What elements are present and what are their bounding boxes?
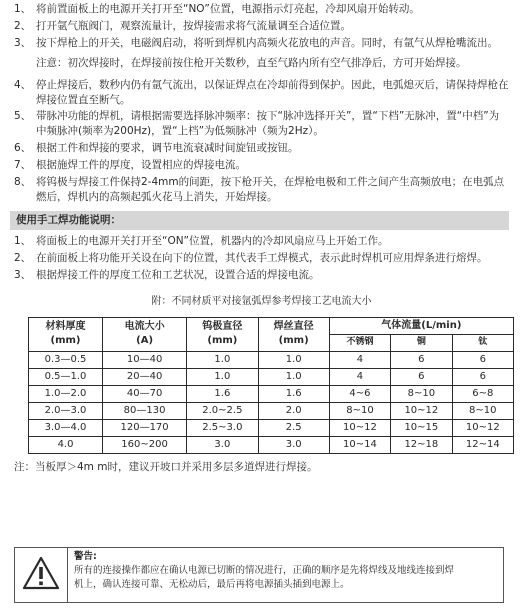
- column-header-titanium: 钛: [452, 334, 513, 351]
- step-number: 8、: [14, 176, 32, 189]
- step-text: 根据施焊工件的厚度，设置相应的焊接电流。: [36, 159, 246, 172]
- table-cell: 6: [452, 351, 513, 368]
- list-item: [14, 19, 509, 34]
- header-label: 钨极直径: [202, 321, 243, 332]
- table-cell: 10~12: [391, 402, 452, 419]
- table-cell: 12~18: [391, 436, 452, 453]
- footnote: 注：当板厚＞4m m时，建议开坡口并采用多层多道焊进行焊接。: [14, 460, 318, 473]
- list-item: [14, 175, 509, 205]
- list-item: [14, 78, 509, 108]
- column-header-tungsten: [187, 317, 258, 351]
- list-item: [14, 2, 509, 17]
- table-cell: 1.0: [187, 351, 258, 368]
- column-header-thickness: [29, 317, 103, 351]
- column-header-stainless: 不锈钢: [329, 334, 390, 351]
- column-header-gas: 气体流量(L/min): [329, 317, 513, 334]
- table-cell: 10~12: [329, 419, 390, 436]
- table-cell: 80—130: [103, 402, 187, 419]
- step-text: 根据焊接工件的厚度工位和工艺状况，设置合适的焊接电流。: [36, 268, 320, 281]
- step-text: 将面板上的电源开关打开至“ON”位置，机器内的冷却风扇应马上开始工作。: [36, 234, 389, 247]
- header-label: 电流大小: [124, 321, 165, 332]
- table-cell: 160~200: [103, 436, 187, 453]
- table-cell: 4: [329, 368, 390, 385]
- step-number: 1、: [14, 234, 32, 247]
- list-item: [14, 234, 509, 249]
- table-cell: 0.5—1.0: [29, 368, 103, 385]
- list-item: [14, 158, 509, 173]
- step-number: 6、: [14, 142, 32, 155]
- header-label: 焊丝直径: [273, 321, 314, 332]
- table-cell: 8~10: [329, 402, 390, 419]
- table-cell: 8~10: [391, 385, 452, 402]
- list-item: [14, 36, 509, 51]
- table-body: [29, 351, 514, 453]
- list-item: [14, 251, 509, 266]
- step-text: 打开氩气瓶阀门，观察流量计，按焊接需求将气流量调至合适位置。: [36, 19, 351, 32]
- table-caption: 附：不同材质平对接氩弧焊参考焊接工艺电流大小: [151, 295, 372, 307]
- table-row: [29, 351, 514, 368]
- table-cell: 10~15: [391, 419, 452, 436]
- step-text: 将钨极与焊接工件保持2-4mm的间距，按下枪开关，在焊枪电极和工件之间产生高频放电；在电弧点燃后，焊机内的高频起弧火花马上消失，开始焊接。: [36, 176, 505, 203]
- header-unit: (mm): [50, 335, 81, 347]
- table-cell: 3.0: [258, 436, 329, 453]
- steps-top: [14, 2, 509, 51]
- warning-line: 机上，确认连接可靠、无松动后，最后再将电源插头插到电源上。: [74, 578, 350, 590]
- table-cell: 1.0: [187, 368, 258, 385]
- table-cell: 2.5~3.0: [187, 419, 258, 436]
- list-item: [14, 268, 509, 283]
- step-number: 3、: [14, 268, 32, 281]
- step-text: 将前置面板上的电源开关打开至“NO”位置，电源指示灯亮起，冷却风扇开始转动。: [36, 3, 420, 15]
- step-text: 在前面板上将功能开关设在向下的位置，其代表手工焊模式，表示此时焊机可应用焊条进行熔焊。: [36, 251, 488, 264]
- table-cell: 3.0—4.0: [29, 419, 103, 436]
- header-unit: (mm): [278, 335, 309, 347]
- header-unit: (mm): [207, 335, 238, 347]
- step-number: 4、: [14, 78, 32, 91]
- table-cell: 6: [452, 368, 513, 385]
- table-cell: 2.0—3.0: [29, 402, 103, 419]
- table-row: [29, 385, 514, 402]
- step-text: 带脉冲功能的焊机，请根据需要选择脉冲频率：按下“脉冲选择开关”，置“下档”无脉冲，置“中档”为中频脉冲(频率为200Hz)，置“上档”为低频脉冲（频为2Hz）。: [36, 110, 500, 138]
- warning-icon-cell: [15, 548, 68, 602]
- table-cell: 20—40: [103, 368, 187, 385]
- column-header-current: [103, 317, 187, 351]
- step-text: 根据工件和焊接的要求，调节电流衰减时间旋钮或按钮。: [36, 142, 299, 155]
- step-text: 停止焊接后，数秒内仍有氩气流出，以保证焊点在冷却前得到保护。因此，电弧熄灭后，请保持焊枪在焊接位置直至断气。: [36, 78, 509, 106]
- table-row: [29, 436, 514, 453]
- table-cell: 4~6: [329, 385, 390, 402]
- table-cell: 4: [329, 351, 390, 368]
- step-number: 2、: [14, 251, 32, 264]
- table-cell: 10~14: [329, 436, 390, 453]
- header-label: 材料厚度: [45, 321, 86, 332]
- step-text: 按下焊枪上的开关，电磁阀启动，将听到焊机内高频火花放电的声音。同时，有氩气从焊枪嘴流出。: [36, 36, 498, 49]
- list-item: [14, 141, 509, 156]
- steps-bottom: [14, 78, 509, 205]
- table-cell: 1.0: [258, 351, 329, 368]
- table-cell: 10~12: [452, 419, 513, 436]
- step-number: 7、: [14, 159, 32, 172]
- note-text: 注意：初次焊接时，在焊接前按住枪开关数秒，直至气路内所有空气排净后，方可开始焊接。: [36, 56, 467, 69]
- table-cell: 1.0: [258, 368, 329, 385]
- warning-text: [68, 548, 503, 602]
- table-cell: 120—170: [103, 419, 187, 436]
- table-cell: 1.0—2.0: [29, 385, 103, 402]
- table-cell: 1.6: [258, 385, 329, 402]
- table-cell: 6~8: [452, 385, 513, 402]
- table-cell: 0.3—0.5: [29, 351, 103, 368]
- current-reference-table: [28, 317, 514, 454]
- column-header-copper: 铜: [391, 334, 452, 351]
- warning-triangle-icon: [22, 556, 60, 595]
- table-cell: 6: [391, 351, 452, 368]
- table-cell: 1.6: [187, 385, 258, 402]
- table-cell: 2.5: [258, 419, 329, 436]
- warning-line: 所有的连接操作都应在确认电源已切断的情况进行，正确的顺序是先将焊线及地线连接到焊: [74, 564, 455, 576]
- section-heading: 使用手工焊功能说明：: [10, 211, 509, 230]
- table-row: [29, 419, 514, 436]
- table-cell: 8~10: [452, 402, 513, 419]
- list-item: [14, 109, 509, 139]
- table-cell: 12~14: [452, 436, 513, 453]
- table-cell: 4.0: [29, 436, 103, 453]
- table-cell: 40—70: [103, 385, 187, 402]
- page: [0, 2, 521, 610]
- table-row: [29, 402, 514, 419]
- step-number: 2、: [14, 19, 32, 32]
- warning-box: [14, 547, 504, 603]
- table-cell: 6: [391, 368, 452, 385]
- table-cell: 3.0: [187, 436, 258, 453]
- warning-title: 警告:: [74, 551, 97, 562]
- manual-steps: [14, 234, 509, 283]
- table-cell: 2.0~2.5: [187, 402, 258, 419]
- table-cell: 2.0: [258, 402, 329, 419]
- table-cell: 10—40: [103, 351, 187, 368]
- table-row: [29, 368, 514, 385]
- step-number: 3、: [14, 36, 32, 49]
- step-number: 1、: [14, 3, 32, 15]
- column-header-rod: [258, 317, 329, 351]
- header-unit: (A): [136, 335, 154, 347]
- step-number: 5、: [14, 110, 32, 123]
